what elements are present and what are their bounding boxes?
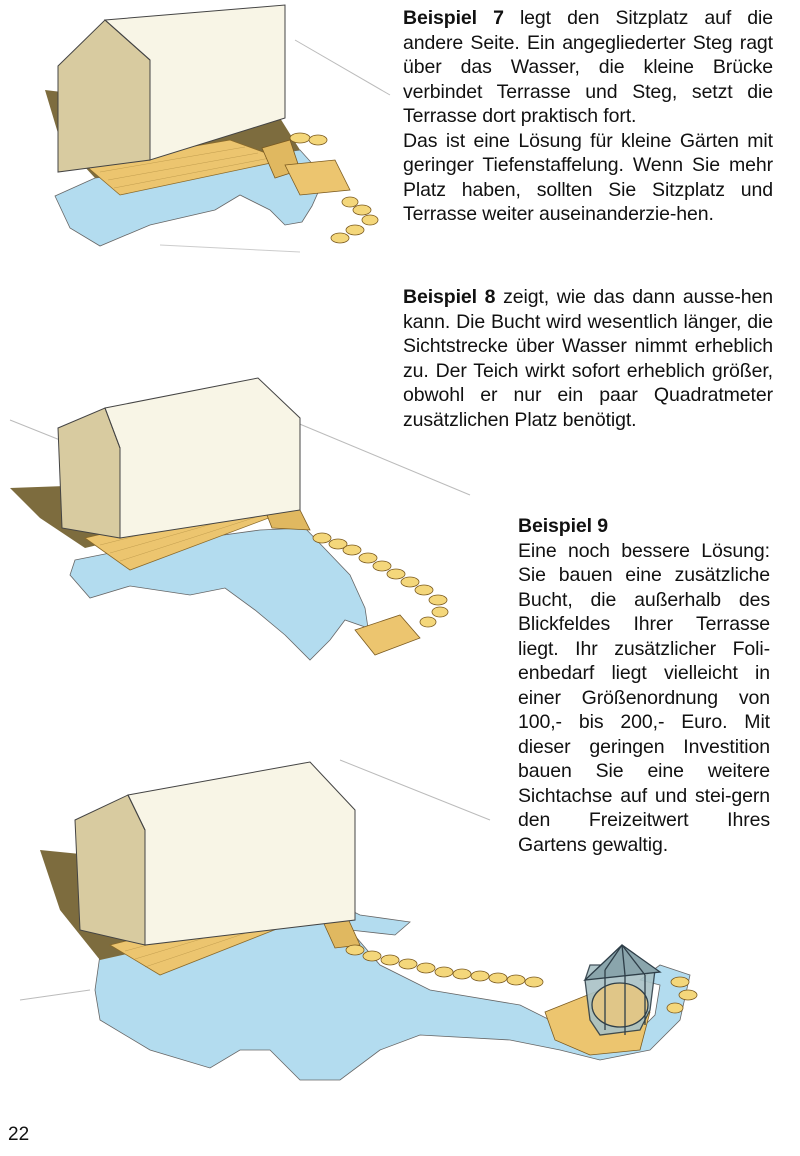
paragraph-example-7-intro [403,6,773,129]
text-block-example-9 [518,514,770,857]
heading-example-7: Beispiel 7 [403,7,504,29]
example-7-lead-text: legt den Sitzplatz auf die andere Seite. Ein angegliederter Steg ragt über das Wasser, die kleine Brücke verbindet Terrasse und Steg, setzt die Terrasse dort praktisch fort. [403,7,773,127]
house-front [75,795,145,945]
house-side [105,378,300,538]
text-block-example-8 [403,285,773,432]
example-8-text: zeigt, wie das dann ausse-hen kann. Die Bucht wird wesentlich länger, die Sichtstrecke über Wasser nimmt erheblich zu. Der Teich wirkt sofort erheblich größer, obwohl er nur ein paar Quadratmeter zusätzlichen Platz benötigt. [403,286,774,431]
page-number: 22 [8,1124,30,1145]
house-front [58,408,120,538]
paragraph-example-7-second: Das ist eine Lösung für kleine Gärten mit geringer Tiefenstaffelung. Wenn Sie mehr Platz haben, sollten Sie Sitzplatz und Terrasse weiter auseinanderzie-hen. [403,129,773,225]
heading-example-8: Beispiel 8 [403,286,496,308]
text-block-example-7 [403,6,773,227]
illustration-example-7 [0,0,400,270]
house-side [128,762,355,945]
heading-example-9: Beispiel 9 [518,515,609,537]
paragraph-example-9: Eine noch bessere Lösung: Sie bauen eine zusätzliche Bucht, die außerhalb des Blickfeldes Ihrer Terrasse liegt. Ihr zusätzlicher Foli-enbedarf liegt vielleicht in einer Größenordnung von 100,- bis 200,- Euro. Mit dieser geringen Investition bauen Sie eine weitere Sichtachse auf und stei-gern den Freizeitwert Ihres Gartens gewaltig. [518,539,770,856]
paragraph-example-8 [403,285,773,432]
